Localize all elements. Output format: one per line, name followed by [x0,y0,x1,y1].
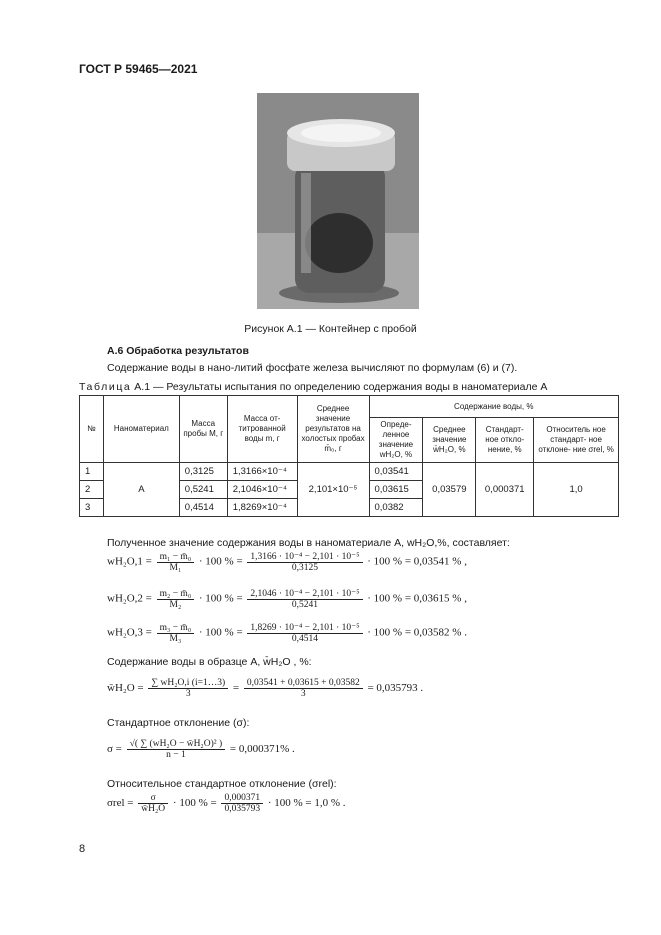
f4-mid: = [232,682,240,695]
f6-den2: 0,035793 [224,804,261,814]
f6-num1: σ [138,793,168,804]
cell-determined: 0,03541 [369,463,423,481]
f4-den2: 3 [300,689,306,699]
page-number: 8 [79,843,86,855]
document-header: ГОСТ Р 59465—2021 [79,62,198,76]
f6-end: · 100 % = 1,0 % . [267,797,346,810]
cell-num: 3 [80,499,104,517]
f6-mid: · 100 % = [172,797,217,810]
th-material: Наноматериал [103,396,179,463]
f2-end: · 100 % = 0,03615 % , [367,592,467,605]
f1-num1: m₁ − m̄₀ [157,552,195,563]
f5-end: = 0,000371% . [229,743,295,756]
cell-material: А [103,463,179,517]
f3-end: · 100 % = 0,03582 % . [367,626,467,639]
formula-rel [107,793,346,814]
th-titrated: Масса от- титрованной воды m, г [227,396,297,463]
cell-num: 2 [80,481,104,499]
f1-end: · 100 % = 0,03541 % , [367,555,467,568]
f5-den1: n − 1 [166,750,186,760]
th-rel-std: Относитель ное стандарт- ное отклоне- ние σrel, % [534,418,619,463]
f2-num1: m₂ − m̄₀ [157,589,195,600]
cell-determined: 0,0382 [369,499,423,517]
th-std: Стандарт- ное откло- нение, % [476,418,534,463]
cell-mass: 0,4514 [179,499,227,517]
cell-num: 1 [80,463,104,481]
container-photo [257,93,419,309]
f2-den1: M₂ [169,599,182,610]
f3-lhs: wH₂O,3 = [107,626,152,639]
table-caption-prefix: Таблица [79,381,132,393]
cell-mass: 0,5241 [179,481,227,499]
f1-mid: · 100 % = [198,555,243,568]
table-caption-text: А.1 — Результаты испытания по определению содержания воды в наноматериале А [131,381,548,393]
th-mass: Масса пробы M, г [179,396,227,463]
f6-den1: w̄H₂O [141,804,166,814]
th-water-content: Содержание воды, % [369,396,619,418]
f4-den1: 3 [185,689,191,699]
avg-label: Содержание воды в образце А, w̄H₂O , %: [107,656,312,668]
f3-mid: · 100 % = [198,626,243,639]
f2-lhs: wH₂O,2 = [107,592,152,605]
th-num: № [80,396,104,463]
cell-titrated: 2,1046×10⁻⁴ [227,481,297,499]
formula-w1 [107,551,467,573]
th-average: Среднее значение w̄H₂O, % [423,418,476,463]
calc-intro: Полученное значение содержания воды в наноматериале А, wH₂O,%, составляет: [107,537,510,549]
cell-blank: 2,101×10⁻⁵ [297,463,369,517]
cell-determined: 0,03615 [369,481,423,499]
f2-den2: 0,5241 [291,600,319,610]
formula-w3 [107,622,467,644]
formula-std [107,739,295,760]
f6-num2: 0,000371 [221,793,263,804]
f3-den2: 0,4514 [291,634,319,644]
f4-num1: ∑ wH₂O,i (i=1…3) [148,678,228,689]
cell-average: 0,03579 [423,463,476,517]
rel-label: Относительное стандартное отклонение (σrel): [107,778,337,790]
section-heading: А.6 Обработка результатов [107,345,249,357]
results-table [79,395,619,517]
cell-titrated: 1,8269×10⁻⁴ [227,499,297,517]
cell-mass: 0,3125 [179,463,227,481]
section-intro: Содержание воды в нано-литий фосфате железа вычисляют по формулам (6) и (7). [107,362,518,374]
f1-den1: M₁ [169,562,182,573]
f4-num2: 0,03541 + 0,03615 + 0,03582 [244,678,363,689]
f5-num1: √( ∑ (wH₂O − w̄H₂O)² ) [127,739,226,750]
f1-num2: 1,3166 · 10⁻⁴ − 2,101 · 10⁻⁵ [247,551,362,563]
f3-num1: m₃ − m̄₀ [157,623,195,634]
std-label: Стандартное отклонение (σ): [107,717,250,729]
f1-den2: 0,3125 [291,563,319,573]
th-blank: Среднее значение результатов на холостых пробах m̄₀, г [297,396,369,463]
f1-lhs: wH₂O,1 = [107,555,152,568]
formula-avg [107,678,423,699]
th-determined: Опреде- ленное значение wH₂O, % [369,418,423,463]
f6-lhs: σrel = [107,797,134,810]
f2-mid: · 100 % = [198,592,243,605]
cell-titrated: 1,3166×10⁻⁴ [227,463,297,481]
f3-den1: M₃ [169,633,182,644]
f4-lhs: w̄H₂O = [107,682,144,695]
table-row [80,463,619,481]
f3-num2: 1,8269 · 10⁻⁴ − 2,101 · 10⁻⁵ [247,622,362,634]
formula-w2 [107,588,467,610]
cell-rel-std: 1,0 [534,463,619,517]
cell-std: 0,000371 [476,463,534,517]
figure-caption: Рисунок А.1 — Контейнер с пробой [244,323,417,335]
table-caption [79,381,547,393]
f4-end: = 0,035793 . [367,682,424,695]
f2-num2: 2,1046 · 10⁻⁴ − 2,101 · 10⁻⁵ [247,588,362,600]
f5-lhs: σ = [107,743,122,756]
